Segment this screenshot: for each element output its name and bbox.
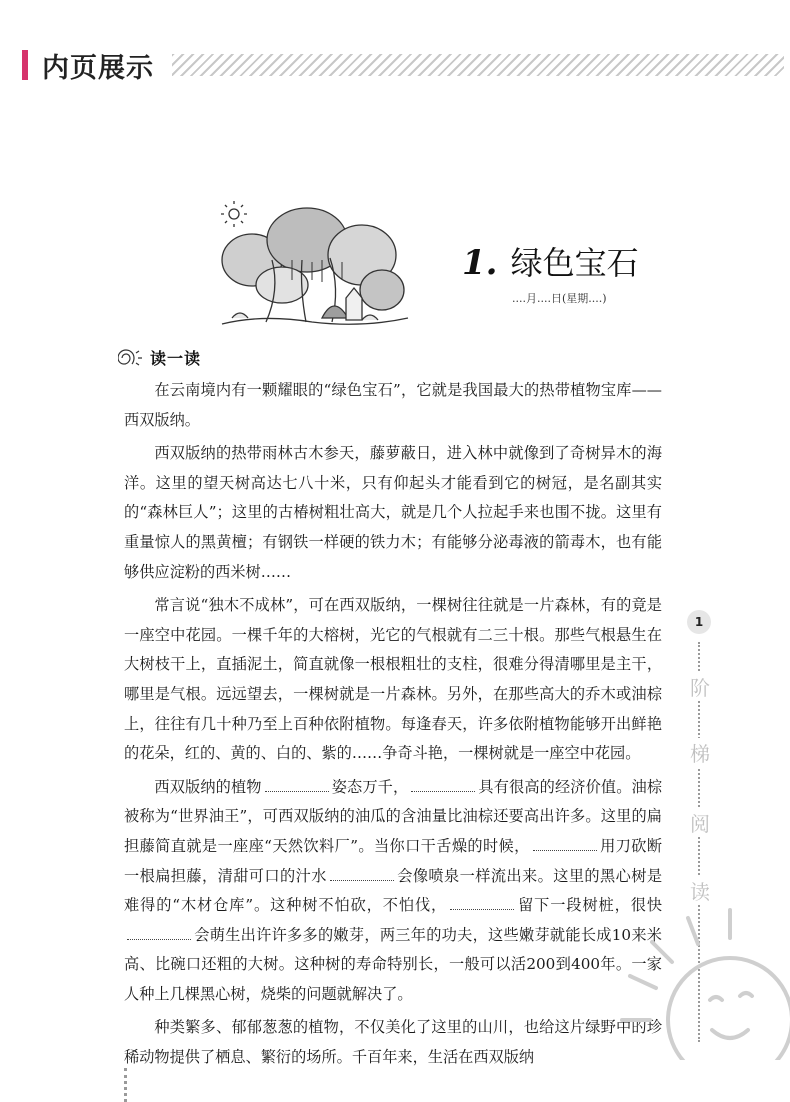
fill-blank-6[interactable]	[127, 925, 191, 940]
paragraph-2: 西双版纳的热带雨林古木参天，藤萝蔽日，进入林中就像到了奇树异木的海洋。这里的望天树高达七八十米，只有仰起头才能看到它的树冠，是名副其实的“森林巨人”；这里的古椿树粗壮高大，就是几个人拉起手来也围不拢。这里有重量惊人的黑黄檀；有钢铁一样硬的铁力木；有能够分泌毒液的箭毒木，也有能够供应淀粉的西米树……	[124, 444, 662, 581]
header-title: 内页展示	[42, 53, 154, 84]
paragraph-4-part-2: 姿态万千，	[331, 777, 409, 796]
side-label-char-1: 阶	[688, 672, 712, 701]
paragraph-1: 在云南境内有一颗耀眼的“绿色宝石”，它就是我国最大的热带植物宝库——西双版纳。	[124, 381, 662, 429]
lesson-number: 1.	[462, 243, 498, 283]
paragraph-4-part-3: 具有很高的经济价值。油棕被称为“世界油王”，可西双版纳的油瓜的含油量比油棕还要高出许多。这里的扁担藤简直就是一座座“天然饮料厂”。当你口干舌燥的时候，	[124, 777, 663, 855]
swirl-icon	[118, 349, 144, 367]
fill-blank-5[interactable]	[450, 895, 514, 910]
fill-blank-2[interactable]	[411, 777, 475, 792]
paragraph-4-part-6: 留下一段树桩，很快	[517, 896, 663, 915]
header-stripe-decoration	[172, 54, 784, 76]
paragraph-4-part-4: 用刀砍断一根扁担藤，清甜可口的汁水	[124, 836, 663, 885]
paragraph-3: 常言说“独木不成林”，可在西双版纳，一棵树往往就是一片森林，有的竟是一座空中花园。一棵千年的大榕树，光它的气根就有二三十根。那些气根悬生在大树枝干上，直插泥土，简直就像一根根粗壮的支柱，很难分得清哪里是主干，哪里是气根。远远望去，一棵树就是一片森林。另外，在那些高大的乔木或油棕上，往往有几十种乃至上百种依附植物。每逢春天，许多依附植物能够开出鲜艳的花朵，红的、黄的、白的、紫的……争奇斗艳，一棵树就是一座空中花园。	[124, 596, 662, 763]
side-label-char-4: 读	[688, 876, 712, 905]
paragraph-4-part-7: 会萌生出许许多多的嫩芽，两三年的功夫，这些嫩芽就能长成10来米高、比碗口还粗的大树。这种树的寿命特别长，一般可以活200到400年。一家人种上几棵黑心树，烧柴的问题就解决了。	[124, 925, 662, 1003]
bottom-dotted-marker	[124, 1068, 127, 1102]
header-accent-bar	[22, 50, 28, 80]
side-label-char-3: 阅	[688, 808, 712, 837]
paragraph-4-part-5: 会像喷泉一样流出来。这里的黑心树是难得的“木材仓库”。这种树不怕砍，不怕伐，	[124, 866, 663, 915]
paragraph-5: 种类繁多、郁郁葱葱的植物，不仅美化了这里的山川，也给这片绿野中的珍稀动物提供了栖息、繁衍的场所。千百年来，生活在西双版纳	[124, 1018, 662, 1067]
date-line: ....月....日(星期....)	[512, 292, 607, 305]
page-number-badge: 1	[687, 610, 711, 634]
sun-decoration	[560, 870, 790, 1060]
side-label-char-2: 梯	[688, 738, 712, 767]
fill-blank-3[interactable]	[533, 836, 597, 851]
fill-blank-1[interactable]	[265, 777, 329, 792]
lesson-title	[462, 238, 639, 284]
paragraph-4-part-1: 西双版纳的植物	[154, 777, 262, 796]
section-label: 读一读	[150, 349, 202, 368]
lesson-title-text: 绿色宝石	[510, 244, 639, 282]
section-heading	[118, 346, 201, 369]
forest-illustration	[212, 200, 412, 330]
fill-blank-4[interactable]	[330, 866, 394, 881]
page-header	[0, 0, 790, 100]
